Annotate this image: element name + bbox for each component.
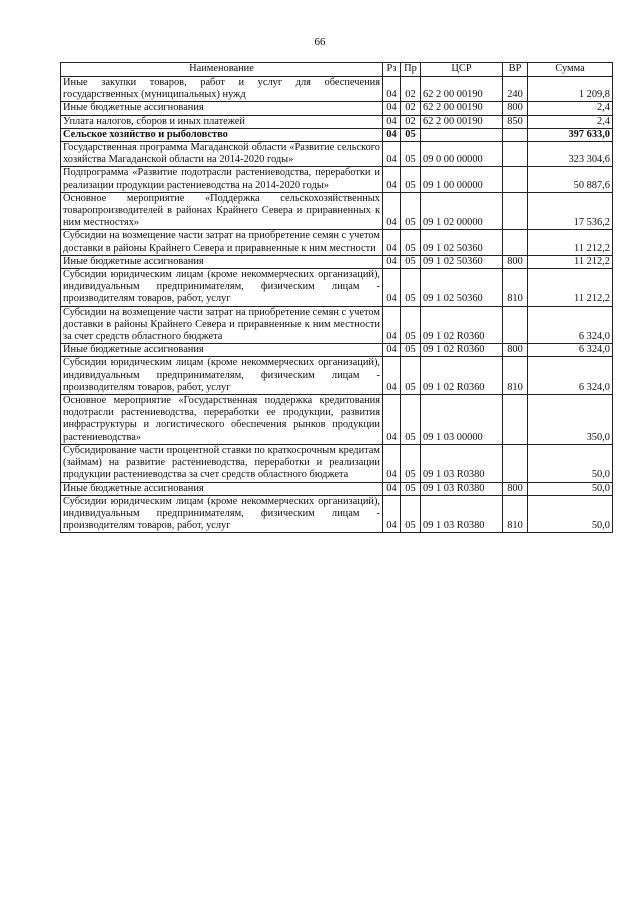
cell-pr: 05 bbox=[401, 269, 421, 307]
cell-name: Основное мероприятие «Поддержка сельскохозяйственных товаропроизводителей в районах Крайнего Севера и приравненных к ним местностях» bbox=[61, 192, 383, 230]
cell-pr: 02 bbox=[401, 77, 421, 102]
cell-rz: 04 bbox=[383, 306, 401, 344]
cell-name: Субсидии на возмещение части затрат на приобретение семян с учетом доставки в районы Крайнего Севера и приравненные к ним местности bbox=[61, 230, 383, 255]
table-row bbox=[61, 128, 613, 141]
cell-rz: 04 bbox=[383, 495, 401, 533]
table-row bbox=[61, 102, 613, 115]
header-sum: Сумма bbox=[528, 63, 613, 77]
cell-rz: 04 bbox=[383, 230, 401, 255]
header-vr: ВР bbox=[503, 63, 528, 77]
cell-rz: 04 bbox=[383, 102, 401, 115]
table-row bbox=[61, 167, 613, 192]
page-number: 66 bbox=[314, 36, 326, 48]
header-csr: ЦСР bbox=[421, 63, 503, 77]
cell-csr: 09 1 03 R0380 bbox=[421, 495, 503, 533]
header-pr: Пр bbox=[401, 63, 421, 77]
cell-vr bbox=[503, 444, 528, 482]
cell-vr: 850 bbox=[503, 115, 528, 128]
cell-csr: 62 2 00 00190 bbox=[421, 115, 503, 128]
cell-vr bbox=[503, 230, 528, 255]
cell-vr bbox=[503, 167, 528, 192]
cell-vr bbox=[503, 306, 528, 344]
table-body bbox=[61, 77, 613, 533]
cell-pr: 05 bbox=[401, 142, 421, 167]
cell-sum: 2,4 bbox=[528, 102, 613, 115]
cell-vr bbox=[503, 142, 528, 167]
cell-pr: 02 bbox=[401, 115, 421, 128]
cell-rz: 04 bbox=[383, 444, 401, 482]
table-row bbox=[61, 344, 613, 357]
cell-sum: 323 304,6 bbox=[528, 142, 613, 167]
cell-sum: 6 324,0 bbox=[528, 344, 613, 357]
cell-name: Субсидии юридическим лицам (кроме некоммерческих организаций), индивидуальным предпринимателям, физическим лицам - производителям товаров, работ, услуг bbox=[61, 357, 383, 395]
cell-name: Субсидии юридическим лицам (кроме некоммерческих организаций), индивидуальным предпринимателям, физическим лицам - производителям товаров, работ, услуг bbox=[61, 269, 383, 307]
cell-csr: 09 1 03 00000 bbox=[421, 395, 503, 445]
cell-name: Субсидии юридическим лицам (кроме некоммерческих организаций), индивидуальным предпринимателям, физическим лицам - производителям товаров, работ, услуг bbox=[61, 495, 383, 533]
table-row bbox=[61, 115, 613, 128]
cell-name: Подпрограмма «Развитие подотрасли растениеводства, переработки и реализации продукции растениеводства на 2014-2020 годы» bbox=[61, 167, 383, 192]
cell-csr: 09 1 02 R0360 bbox=[421, 306, 503, 344]
header-name: Наименование bbox=[61, 63, 383, 77]
cell-rz: 04 bbox=[383, 128, 401, 141]
cell-pr: 05 bbox=[401, 128, 421, 141]
table-row bbox=[61, 306, 613, 344]
cell-vr: 810 bbox=[503, 495, 528, 533]
cell-name: Иные бюджетные ассигнования bbox=[61, 102, 383, 115]
cell-vr: 810 bbox=[503, 357, 528, 395]
cell-pr: 05 bbox=[401, 167, 421, 192]
cell-rz: 04 bbox=[383, 192, 401, 230]
table-row bbox=[61, 255, 613, 268]
cell-vr: 810 bbox=[503, 269, 528, 307]
cell-name: Государственная программа Магаданской области «Развитие сельского хозяйства Магаданской области на 2014-2020 годы» bbox=[61, 142, 383, 167]
header-rz: Рз bbox=[383, 63, 401, 77]
cell-rz: 04 bbox=[383, 482, 401, 495]
cell-sum: 397 633,0 bbox=[528, 128, 613, 141]
cell-name: Иные бюджетные ассигнования bbox=[61, 255, 383, 268]
cell-csr: 62 2 00 00190 bbox=[421, 77, 503, 102]
cell-sum: 50,0 bbox=[528, 444, 613, 482]
table-row bbox=[61, 192, 613, 230]
cell-csr: 09 1 02 00000 bbox=[421, 192, 503, 230]
cell-rz: 04 bbox=[383, 357, 401, 395]
cell-sum: 11 212,2 bbox=[528, 255, 613, 268]
cell-sum: 350,0 bbox=[528, 395, 613, 445]
cell-sum: 1 209,8 bbox=[528, 77, 613, 102]
cell-sum: 6 324,0 bbox=[528, 306, 613, 344]
cell-name: Иные бюджетные ассигнования bbox=[61, 344, 383, 357]
cell-csr: 09 1 03 R0380 bbox=[421, 482, 503, 495]
cell-vr: 800 bbox=[503, 255, 528, 268]
cell-vr bbox=[503, 128, 528, 141]
cell-vr: 800 bbox=[503, 482, 528, 495]
cell-pr: 05 bbox=[401, 255, 421, 268]
table-row bbox=[61, 395, 613, 445]
cell-rz: 04 bbox=[383, 142, 401, 167]
cell-rz: 04 bbox=[383, 77, 401, 102]
table-row bbox=[61, 357, 613, 395]
cell-vr: 800 bbox=[503, 102, 528, 115]
cell-vr: 240 bbox=[503, 77, 528, 102]
cell-sum: 2,4 bbox=[528, 115, 613, 128]
cell-pr: 02 bbox=[401, 102, 421, 115]
cell-name: Основное мероприятие «Государственная поддержка кредитования подотрасли растениеводства, переработки ее продукции, развития инфраструктуры и логистического обеспечения рынков продукции растениеводства» bbox=[61, 395, 383, 445]
cell-vr: 800 bbox=[503, 344, 528, 357]
cell-pr: 05 bbox=[401, 230, 421, 255]
table-row bbox=[61, 142, 613, 167]
cell-pr: 05 bbox=[401, 344, 421, 357]
cell-csr: 09 1 02 R0360 bbox=[421, 344, 503, 357]
cell-name: Сельское хозяйство и рыболовство bbox=[61, 128, 383, 141]
cell-name: Иные бюджетные ассигнования bbox=[61, 482, 383, 495]
cell-pr: 05 bbox=[401, 395, 421, 445]
cell-name: Иные закупки товаров, работ и услуг для обеспечения государственных (муниципальных) нужд bbox=[61, 77, 383, 102]
cell-name: Субсидии на возмещение части затрат на приобретение семян с учетом доставки в районы Крайнего Севера и приравненные к ним местности за счет средств областного бюджета bbox=[61, 306, 383, 344]
cell-pr: 05 bbox=[401, 482, 421, 495]
budget-table bbox=[60, 62, 613, 533]
cell-pr: 05 bbox=[401, 495, 421, 533]
cell-sum: 6 324,0 bbox=[528, 357, 613, 395]
table-row bbox=[61, 444, 613, 482]
cell-pr: 05 bbox=[401, 306, 421, 344]
cell-csr: 09 1 03 R0380 bbox=[421, 444, 503, 482]
cell-csr: 09 1 02 50360 bbox=[421, 230, 503, 255]
cell-sum: 50,0 bbox=[528, 482, 613, 495]
cell-pr: 05 bbox=[401, 444, 421, 482]
table-row bbox=[61, 230, 613, 255]
cell-sum: 50,0 bbox=[528, 495, 613, 533]
cell-name: Субсидирование части процентной ставки по краткосрочным кредитам (займам) на развитие растениеводства, переработки и реализации продукции растениеводства за счет средств областного бюджета bbox=[61, 444, 383, 482]
cell-rz: 04 bbox=[383, 255, 401, 268]
cell-rz: 04 bbox=[383, 344, 401, 357]
cell-csr: 09 0 00 00000 bbox=[421, 142, 503, 167]
cell-vr bbox=[503, 395, 528, 445]
cell-csr bbox=[421, 128, 503, 141]
table-header-row bbox=[61, 63, 613, 77]
cell-rz: 04 bbox=[383, 115, 401, 128]
table-row bbox=[61, 269, 613, 307]
cell-sum: 50 887,6 bbox=[528, 167, 613, 192]
cell-sum: 11 212,2 bbox=[528, 269, 613, 307]
table-row bbox=[61, 482, 613, 495]
cell-name: Уплата налогов, сборов и иных платежей bbox=[61, 115, 383, 128]
table-row bbox=[61, 495, 613, 533]
cell-rz: 04 bbox=[383, 395, 401, 445]
table-row bbox=[61, 77, 613, 102]
cell-csr: 09 1 00 00000 bbox=[421, 167, 503, 192]
cell-csr: 62 2 00 00190 bbox=[421, 102, 503, 115]
cell-csr: 09 1 02 50360 bbox=[421, 269, 503, 307]
cell-pr: 05 bbox=[401, 357, 421, 395]
cell-sum: 17 536,2 bbox=[528, 192, 613, 230]
cell-rz: 04 bbox=[383, 167, 401, 192]
cell-pr: 05 bbox=[401, 192, 421, 230]
cell-sum: 11 212,2 bbox=[528, 230, 613, 255]
cell-vr bbox=[503, 192, 528, 230]
cell-rz: 04 bbox=[383, 269, 401, 307]
cell-csr: 09 1 02 50360 bbox=[421, 255, 503, 268]
cell-csr: 09 1 02 R0360 bbox=[421, 357, 503, 395]
